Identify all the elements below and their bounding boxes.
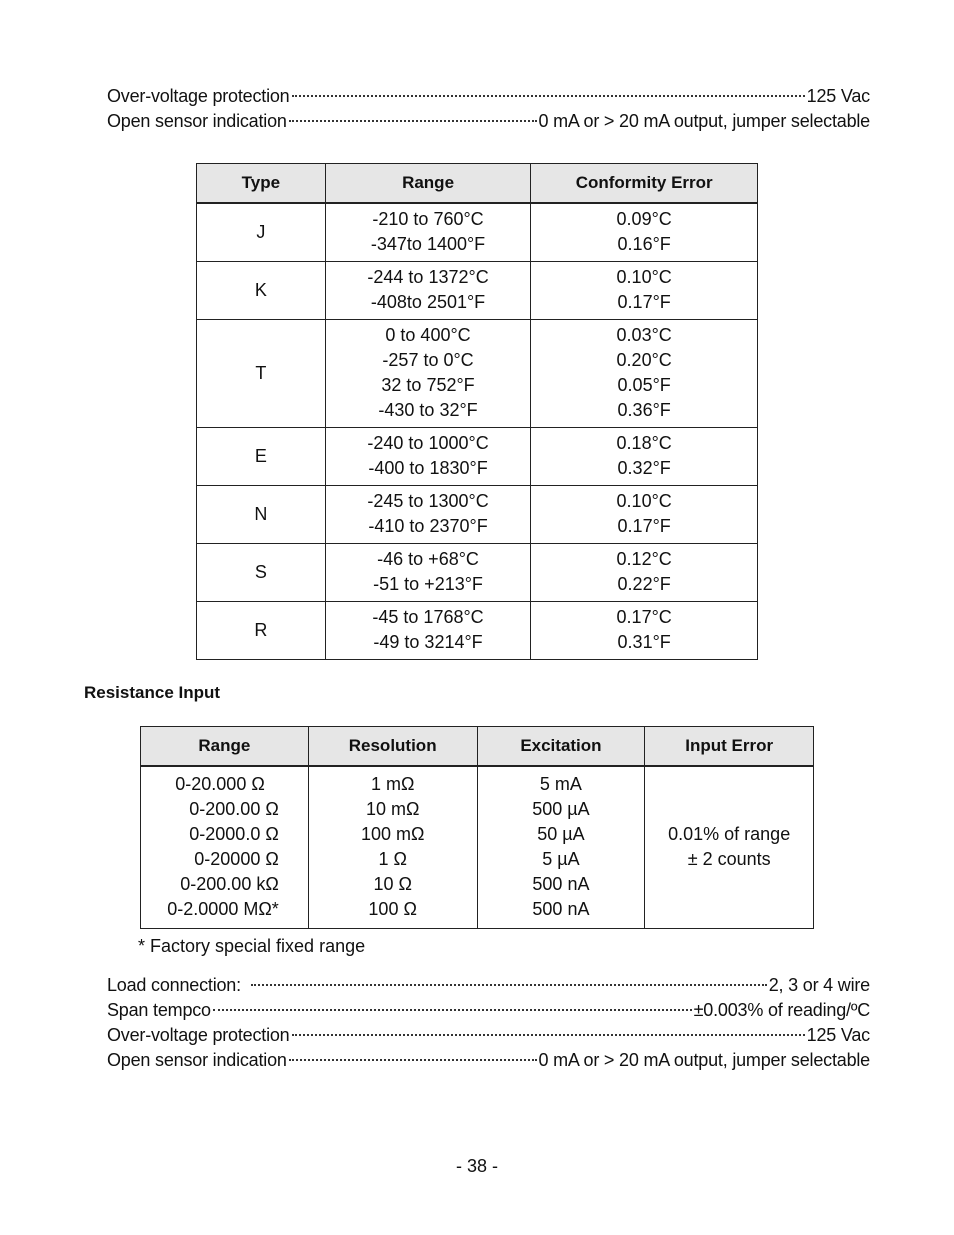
table-header-row: [197, 164, 758, 204]
spec-value: 0 mA or > 20 mA output, jumper selectable: [538, 111, 870, 131]
table-row: [197, 427, 758, 485]
thermocouple-table: [196, 163, 758, 660]
header-range: Range: [141, 727, 309, 767]
footnote: * Factory special fixed range: [138, 936, 366, 956]
error-cell: 0.09°C 0.16°F: [531, 203, 758, 261]
table-row: [141, 766, 814, 928]
range-cell: -244 to 1372°C -408to 2501°F: [325, 261, 531, 319]
resolution-cell: 1 mΩ 10 mΩ 100 mΩ 1 Ω 10 Ω 100 Ω: [308, 766, 477, 928]
error-cell: 0.10°C 0.17°F: [531, 261, 758, 319]
range-cell: 0 to 400°C -257 to 0°C 32 to 752°F -430 to 32°F: [325, 319, 531, 427]
table-row: [197, 543, 758, 601]
header-conformity-error: Conformity Error: [531, 164, 758, 204]
input-error-cell: 0.01% of range ± 2 counts: [645, 766, 814, 928]
header-type: Type: [197, 164, 326, 204]
error-cell: 0.18°C 0.32°F: [531, 427, 758, 485]
range-cell: -245 to 1300°C -410 to 2370°F: [325, 485, 531, 543]
type-cell: T: [197, 319, 326, 427]
error-cell: 0.03°C 0.20°C 0.05°F 0.36°F: [531, 319, 758, 427]
header-resolution: Resolution: [308, 727, 477, 767]
table-row: [197, 319, 758, 427]
spec-line-open-sensor: [107, 1048, 870, 1073]
spec-line-over-voltage: [107, 84, 870, 109]
spec-label: Span tempco: [107, 1000, 211, 1020]
spec-value: 125 Vac: [806, 1025, 870, 1045]
spec-label: Open sensor indication: [107, 1050, 287, 1070]
bottom-spec-list: [107, 973, 870, 1073]
range-cell: -45 to 1768°C -49 to 3214°F: [325, 601, 531, 659]
resistance-table: [140, 726, 814, 929]
spec-label: Over-voltage protection: [107, 86, 290, 106]
spec-value: 2, 3 or 4 wire: [768, 975, 870, 995]
type-cell: E: [197, 427, 326, 485]
spec-label: Open sensor indication: [107, 111, 287, 131]
spec-label: Load connection:: [107, 975, 241, 995]
range-cell: 0-20.000 Ω 0-200.00 Ω 0-2000.0 Ω 0-20000 Ω 0-200.00 kΩ 0-2.0000 MΩ*: [141, 766, 309, 928]
spec-value: 0 mA or > 20 mA output, jumper selectable: [538, 1050, 870, 1070]
range-cell: -46 to +68°C -51 to +213°F: [325, 543, 531, 601]
range-cell: -210 to 760°C -347to 1400°F: [325, 203, 531, 261]
error-cell: 0.10°C 0.17°F: [531, 485, 758, 543]
spec-value: 125 Vac: [806, 86, 870, 106]
spec-line-open-sensor: [107, 109, 870, 134]
header-input-error: Input Error: [645, 727, 814, 767]
spec-line-load-connection: [107, 973, 870, 998]
spec-line-over-voltage: [107, 1023, 870, 1048]
dot-leader: [213, 1009, 692, 1011]
type-cell: R: [197, 601, 326, 659]
error-cell: 0.12°C 0.22°F: [531, 543, 758, 601]
range-cell: -240 to 1000°C -400 to 1830°F: [325, 427, 531, 485]
page-number: - 38 -: [455, 1156, 498, 1176]
table-row: [197, 203, 758, 261]
error-cell: 0.17°C 0.31°F: [531, 601, 758, 659]
excitation-cell: 5 mA 500 µA 50 µA 5 µA 500 nA 500 nA: [477, 766, 645, 928]
type-cell: J: [197, 203, 326, 261]
dot-leader: [289, 1059, 537, 1061]
dot-leader: [289, 120, 537, 122]
dot-leader: [251, 984, 767, 986]
spec-line-span-tempco: [107, 998, 870, 1023]
top-spec-list: [107, 84, 870, 134]
section-title-resistance-input: Resistance Input: [84, 683, 221, 702]
spec-value: ±0.003% of reading/ºC: [693, 1000, 870, 1020]
table-row: [197, 601, 758, 659]
table-row: [197, 485, 758, 543]
table-row: [197, 261, 758, 319]
type-cell: S: [197, 543, 326, 601]
dot-leader: [292, 95, 805, 97]
type-cell: N: [197, 485, 326, 543]
dot-leader: [292, 1034, 805, 1036]
spec-label: Over-voltage protection: [107, 1025, 290, 1045]
table-header-row: [141, 727, 814, 767]
header-excitation: Excitation: [477, 727, 645, 767]
header-range: Range: [325, 164, 531, 204]
type-cell: K: [197, 261, 326, 319]
